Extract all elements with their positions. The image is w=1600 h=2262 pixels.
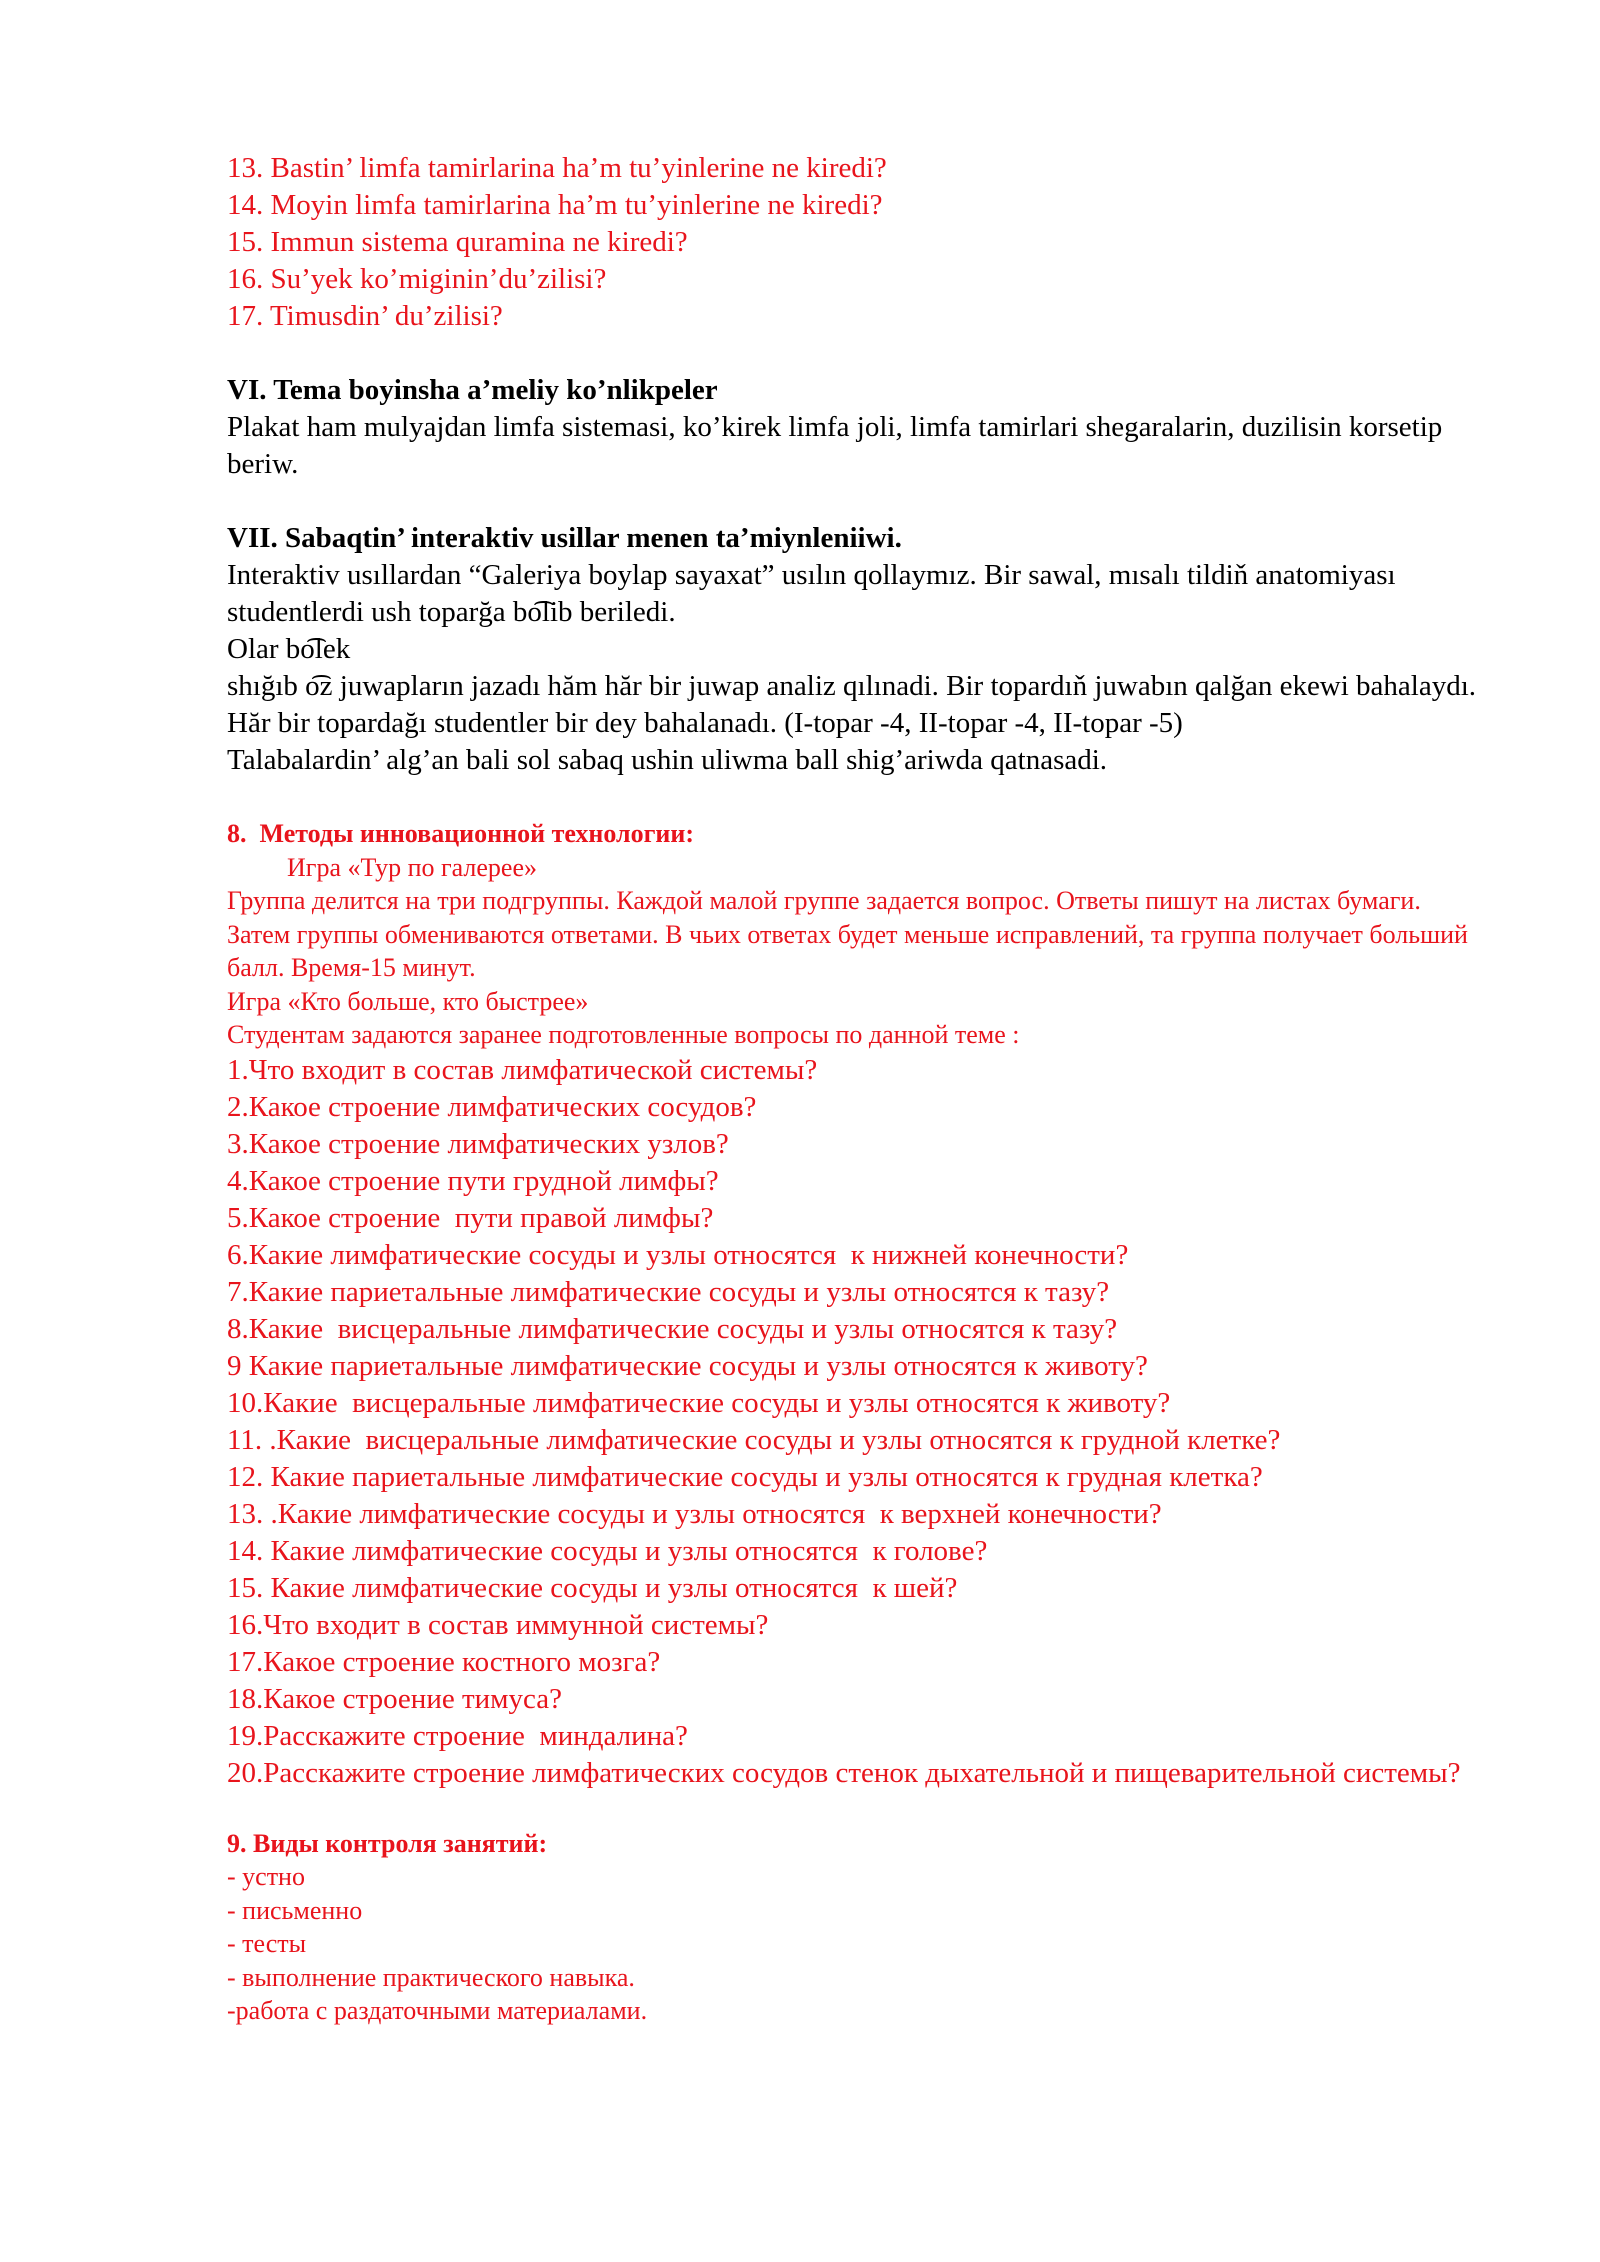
section-8-questions bbox=[227, 1052, 1477, 1792]
question-item: 5.Какое строение пути правой лимфы? bbox=[227, 1201, 714, 1234]
question-item: 7.Какие париетальные лимфатические сосуды и узлы относятся к тазу? bbox=[227, 1275, 1110, 1308]
section-7-paragraph: Talabalardin’ alg’an bali sol sabaq ushin uliwma ball shig’ariwda qatnasadi. bbox=[227, 744, 1108, 776]
control-item: - выполнение практического навыка. bbox=[227, 1962, 635, 1992]
control-item: - тесты bbox=[227, 1929, 307, 1958]
question-item: 19.Расскажите строение миндалина? bbox=[227, 1719, 688, 1752]
question-item: 14. Какие лимфатические сосуды и узлы относятся к голове? bbox=[227, 1534, 988, 1567]
control-item: -работа с раздаточными материалами. bbox=[227, 1996, 648, 2025]
section-7-line: Olar bo͡lek bbox=[227, 633, 351, 665]
question-item: 17.Какое строение костного мозга? bbox=[227, 1645, 661, 1678]
spacer bbox=[227, 335, 1477, 372]
question-item: 15. Immun sistema quramina ne kiredi? bbox=[227, 226, 688, 258]
section-8 bbox=[227, 817, 1477, 1792]
game-1-text: Группа делится на три подгруппы. Каждой малой группе задается вопрос. Ответы пишут на листах бумаги. Затем группы обмениваются ответами. В чьих ответах будет меньше исправлений, та группа получает больший балл. Время-15 минут. bbox=[227, 886, 1468, 982]
question-item: 4.Какое строение пути грудной лимфы? bbox=[227, 1164, 719, 1197]
question-item: 17. Timusdin’ du’zilisi? bbox=[227, 300, 503, 332]
question-item: 15. Какие лимфатические сосуды и узлы относятся к шей? bbox=[227, 1571, 958, 1604]
question-item: 2.Какое строение лимфатических сосудов? bbox=[227, 1090, 757, 1123]
question-item: 18.Какое строение тимуса? bbox=[227, 1682, 562, 1715]
section-6-text: Plakat ham mulyajdan limfa sistemasi, ko’kirek limfa joli, limfa tamirlari shegaralarin, duzilisin korsetip beriw. bbox=[227, 411, 1443, 480]
section-7 bbox=[227, 520, 1477, 779]
game-2-title: Игра «Кто больше, кто быстрее» bbox=[227, 986, 589, 1016]
section-9-heading: 9. Виды контроля занятий: bbox=[227, 1828, 548, 1858]
control-item: - письменно bbox=[227, 1895, 363, 1925]
control-item: - устно bbox=[227, 1862, 305, 1891]
question-item: 6.Какие лимфатические сосуды и узлы относятся к нижней конечности? bbox=[227, 1238, 1129, 1271]
question-item: 8.Какие висцеральные лимфатические сосуды и узлы относятся к тазу? bbox=[227, 1312, 1118, 1345]
question-item: 14. Moyin limfa tamirlarina ha’m tu’yinlerine ne kiredi? bbox=[227, 189, 883, 221]
document-page bbox=[227, 150, 1477, 2028]
question-item: 10.Какие висцеральные лимфатические сосуды и узлы относятся к животу? bbox=[227, 1386, 1171, 1419]
question-item: 11. .Какие висцеральные лимфатические сосуды и узлы относятся к грудной клетке? bbox=[227, 1423, 1281, 1456]
questions-top-list bbox=[227, 150, 1477, 335]
question-item: 16.Что входит в состав иммунной системы? bbox=[227, 1608, 769, 1641]
game-1-title: Игра «Тур по галерее» bbox=[287, 852, 538, 882]
question-item: 9 Какие париетальные лимфатические сосуды и узлы относятся к животу? bbox=[227, 1349, 1148, 1382]
section-7-paragraph: shığıb o͡z juwapların jazadı hăm hăr bir juwap analiz qılınadi. Bir topardıň juwabın qalğan ekewi bahalaydı. Hăr bir topardağı studentler bir dey bahalanadı. (I-topar -4, II-topar -4, II-topar -5) bbox=[227, 670, 1477, 739]
question-item: 13. Bastin’ limfa tamirlarina ha’m tu’yinlerine ne kiredi? bbox=[227, 152, 887, 184]
question-item: 12. Какие париетальные лимфатические сосуды и узлы относятся к грудная клетка? bbox=[227, 1460, 1263, 1493]
section-7-heading: VII. Sabaqtin’ interaktiv usillar menen ta’miynleniiwi. bbox=[227, 522, 902, 554]
question-item: 16. Su’yek ko’miginin’du’zilisi? bbox=[227, 263, 607, 295]
question-item: 13. .Какие лимфатические сосуды и узлы относятся к верхней конечности? bbox=[227, 1497, 1162, 1530]
section-8-heading: 8. Методы инновационной технологии: bbox=[227, 819, 695, 848]
question-item: 1.Что входит в состав лимфатической системы? bbox=[227, 1053, 818, 1086]
section-6-heading: VI. Tema boyinsha a’meliy ko’nlikpeler bbox=[227, 374, 718, 406]
game-2-intro: Студентам задаются заранее подготовленные вопросы по данной теме : bbox=[227, 1020, 1020, 1049]
question-item: 3.Какое строение лимфатических узлов? bbox=[227, 1127, 729, 1160]
section-6 bbox=[227, 372, 1477, 483]
spacer bbox=[227, 483, 1477, 520]
question-item: 20.Расскажите строение лимфатических сосудов стенок дыхательной и пищеварительной системы? bbox=[227, 1756, 1461, 1789]
section-7-paragraph: Interaktiv usıllardan “Galeriya boylap sayaxat” usılın qollaymız. Bir sawal, mısalı tildiň anatomiyası studentlerdi ush toparğa bo͡lib beriledi. bbox=[227, 559, 1396, 628]
section-9 bbox=[227, 1827, 1477, 2028]
